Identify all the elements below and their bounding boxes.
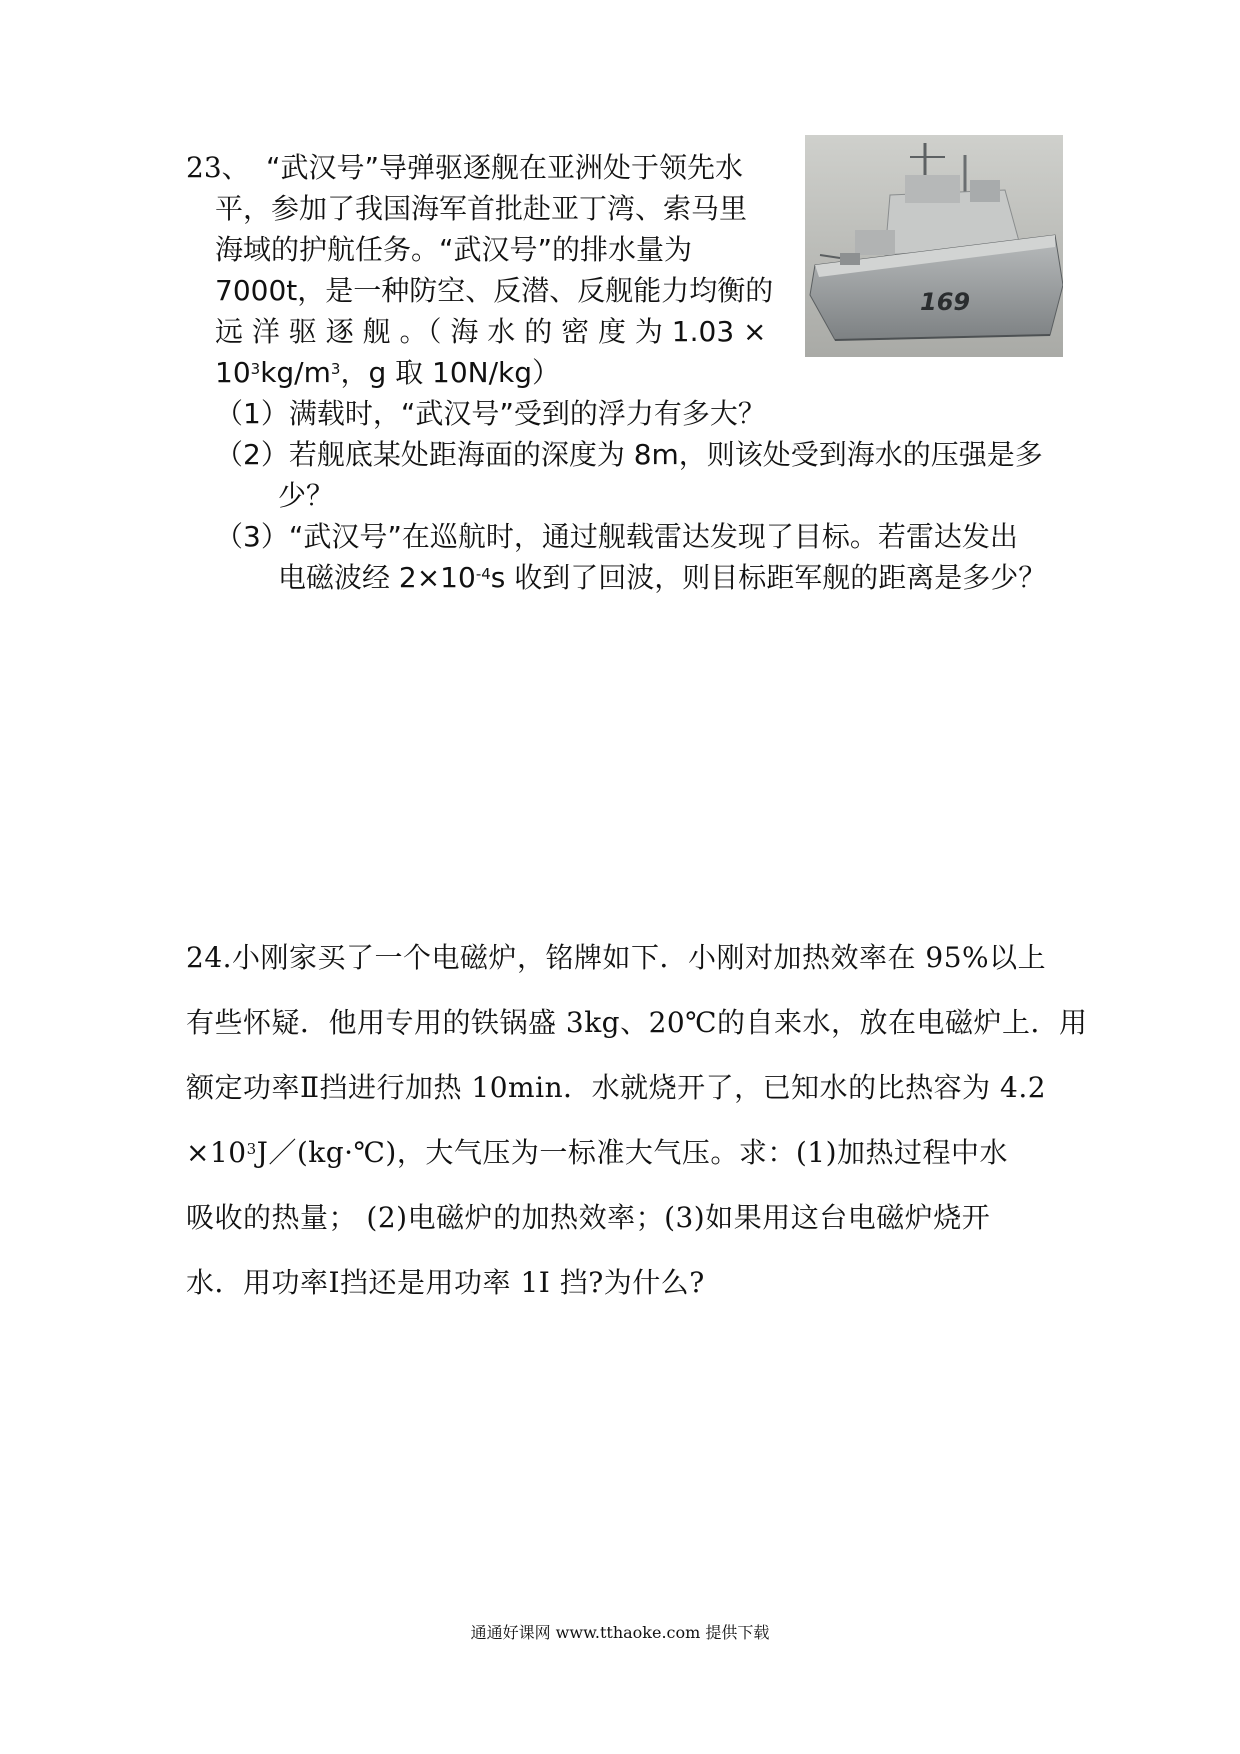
q24-l4-post: J／(kg·℃)，大气压为一标准大气压。求：(1)加热过程中水 <box>256 1136 1008 1169</box>
question-24-line-1: 24.小刚家买了一个电磁炉，铭牌如下．小刚对加热效率在 95%以上 <box>186 941 1047 974</box>
question-23-text-line-6 <box>215 355 560 391</box>
question-23-text-line-4: 7000t，是一种防空、反潜、反舰能力均衡的 <box>215 274 774 307</box>
q24-l4-pre: ×10 <box>186 1136 247 1169</box>
q23-l6-mid: kg/m <box>260 356 331 389</box>
question-24-line-5: 吸收的热量； (2)电磁炉的加热效率；(3)如果用这台电磁炉烧开 <box>186 1201 991 1234</box>
question-23-text-line-3: 海域的护航任务。“武汉号”的排水量为 <box>215 233 693 266</box>
page-footer: 通通好课网 www.tthaoke.com 提供下载 <box>470 1623 770 1642</box>
question-24-line-4 <box>186 1135 1008 1171</box>
question-23-sub-1: （1）满载时，“武汉号”受到的浮力有多大？ <box>215 397 766 430</box>
question-24-line-2: 有些怀疑．他用专用的铁锅盛 3kg、20℃的自来水，放在电磁炉上．用 <box>186 1006 1088 1039</box>
question-23-number: 23、 <box>186 151 250 184</box>
question-23-text-line-2: 平，参加了我国海军首批赴亚丁湾、索马里 <box>215 192 748 225</box>
q23-l6-post: ，g 取 10N/kg） <box>340 356 561 389</box>
question-24-line-3: 额定功率Ⅱ挡进行加热 10min．水就烧开了，已知水的比热容为 4.2 <box>186 1071 1047 1104</box>
question-23-text-line-5: 远 洋 驱 逐 舰 。（ 海 水 的 密 度 为 1.03 × <box>215 315 767 348</box>
question-23-sub-3: （3）“武汉号”在巡航时，通过舰载雷达发现了目标。若雷达发出 <box>215 520 1018 553</box>
q23-s3b-post: s 收到了回波，则目标距军舰的距离是多少？ <box>490 561 1047 594</box>
q23-l6-sup1: 3 <box>250 360 261 378</box>
destroyer-ship-photo <box>805 135 1063 357</box>
q23-l6-pre: 10 <box>215 356 251 389</box>
q24-l4-sup: 3 <box>246 1140 257 1158</box>
question-23-text-line-1: “武汉号”导弹驱逐舰在亚洲处于领先水 <box>266 151 744 184</box>
q23-s3b-sup: -4 <box>475 565 491 583</box>
question-23-sub-2: （2）若舰底某处距海面的深度为 8m，则该处受到海水的压强是多 <box>215 438 1043 471</box>
ship-hull-number: 169 <box>920 288 971 316</box>
q23-s3b-pre: 电磁波经 2×10 <box>278 561 476 594</box>
question-23-sub-3-cont <box>278 560 1046 596</box>
question-24-line-6: 水．用功率Ⅰ挡还是用功率 1I 挡?为什么? <box>186 1266 705 1299</box>
question-23-sub-2-cont: 少？ <box>278 479 335 512</box>
q23-l6-sup2: 3 <box>330 360 341 378</box>
